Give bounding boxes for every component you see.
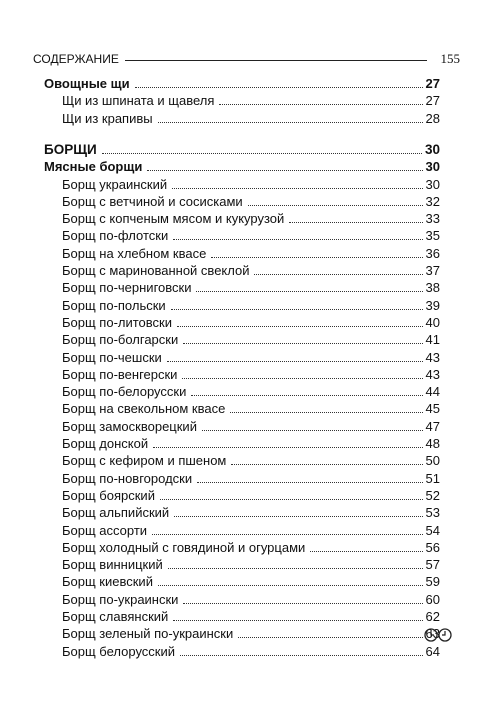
toc-entry: [62, 92, 440, 109]
dot-leader: [180, 646, 423, 656]
toc-entry-label: Борщ по-чешски: [62, 349, 162, 365]
toc-entry: [62, 470, 440, 487]
toc-entry-label: Мясные борщи: [44, 159, 143, 175]
toc-entry-page: 35: [425, 228, 440, 244]
toc-entry: [62, 608, 440, 625]
toc-heading: [44, 158, 440, 175]
toc-entry-label: Борщ винницкий: [62, 557, 163, 573]
toc-entry: [62, 227, 440, 244]
toc-entry-label: Борщ холодный с говядиной и огурцами: [62, 539, 306, 555]
toc-entry-label: Борщ по-украински: [62, 591, 179, 607]
toc-entry-page: 37: [425, 263, 440, 278]
dot-leader: [177, 317, 423, 327]
toc-entry: [62, 435, 440, 452]
toc-entry-page: 54: [425, 522, 440, 538]
toc-entry-page: 33: [425, 211, 440, 227]
toc-entry-page: 43: [425, 349, 440, 365]
dot-leader: [202, 421, 423, 431]
toc-heading: [44, 141, 440, 158]
toc-entry-page: 27: [425, 76, 440, 91]
toc-entry: [62, 452, 440, 469]
toc-entry-page: 64: [425, 643, 440, 659]
toc-entry-label: Борщ по-польски: [62, 297, 166, 313]
double-clock-ornament-icon: [424, 627, 452, 643]
toc-entry-page: 30: [425, 176, 440, 192]
toc-entry: [62, 625, 440, 642]
toc-entry-page: 30: [424, 141, 440, 157]
toc-entry-page: 59: [425, 574, 440, 590]
toc-entry: [62, 297, 440, 314]
toc-entry-label: Борщ по-черниговски: [62, 280, 192, 296]
toc-entry: [62, 314, 440, 331]
toc-entry-label: Борщ по-венгерски: [62, 366, 178, 382]
dot-leader: [171, 300, 423, 310]
toc-entry-page: 30: [425, 159, 440, 175]
dot-leader: [147, 161, 422, 171]
toc-entry-label: Борщ с кефиром и пшеном: [62, 453, 227, 469]
toc-entry-page: 38: [425, 280, 440, 296]
toc-entry-page: 36: [425, 245, 440, 261]
toc-entry-page: 51: [425, 470, 440, 486]
toc-entry: [62, 487, 440, 504]
toc-entry: [62, 556, 440, 573]
toc-entry: [62, 176, 440, 193]
dot-leader: [172, 179, 422, 189]
toc-entry-label: Борщ по-новгородски: [62, 470, 193, 486]
toc-entry: [62, 279, 440, 296]
toc-entry-label: Борщ боярский: [62, 487, 155, 503]
toc-entry-label: Борщ киевский: [62, 574, 153, 590]
toc-entry-label: Борщ зеленый по-украински: [62, 626, 234, 642]
toc-entry: [62, 262, 440, 279]
toc-entry-label: Борщ белорусский: [62, 643, 176, 659]
toc-entry: [62, 331, 440, 348]
toc-entry-label: Борщ замоскворецкий: [62, 418, 197, 434]
toc-entry: [62, 539, 440, 556]
toc-entry-page: 47: [425, 418, 440, 434]
dot-leader: [211, 248, 422, 258]
dot-leader: [254, 265, 422, 275]
dot-leader: [197, 473, 422, 483]
toc-entry-page: 52: [425, 487, 440, 503]
toc-entry-label: Щи из шпината и щавеля: [62, 93, 215, 109]
toc-entry-page: 56: [425, 539, 440, 555]
dot-leader: [310, 542, 422, 552]
page-number: 155: [440, 51, 460, 66]
toc-entry-label: Борщ по-литовски: [62, 314, 172, 330]
toc-entry-page: 41: [425, 332, 440, 348]
toc-entry-label: Борщ по-белорусски: [62, 384, 187, 400]
dot-leader: [183, 334, 422, 344]
toc-entry-page: 39: [425, 297, 440, 313]
dot-leader: [135, 78, 423, 88]
toc-entry-page: 43: [425, 366, 440, 382]
toc-entry-label: Щи из крапивы: [62, 110, 153, 126]
toc-entry-label: Борщ славянский: [62, 609, 169, 624]
dot-leader: [174, 507, 422, 517]
dot-leader: [248, 196, 423, 206]
toc-entry: [62, 643, 440, 660]
toc-entry-page: 28: [425, 110, 440, 126]
dot-leader: [238, 628, 422, 638]
toc-entry-page: 62: [425, 609, 440, 624]
dot-leader: [191, 386, 422, 396]
toc-entry-page: 63: [425, 626, 440, 642]
toc-entry-page: 50: [425, 453, 440, 469]
toc-entry: [62, 245, 440, 262]
toc-entry: [62, 573, 440, 590]
toc-entry-page: 57: [425, 557, 440, 573]
dot-leader: [152, 525, 422, 535]
dot-leader: [168, 559, 423, 569]
toc-entry: [62, 110, 440, 127]
toc-entry-label: Борщ по-болгарски: [62, 332, 179, 348]
toc-entry-label: Борщ с копченым мясом и кукурузой: [62, 211, 285, 227]
toc-entry-page: 44: [425, 384, 440, 400]
dot-leader: [231, 455, 422, 465]
toc-entry: [62, 400, 440, 417]
toc-entry-page: 32: [425, 193, 440, 209]
toc-entry-label: Борщ ассорти: [62, 522, 148, 538]
toc-entry: [62, 193, 440, 210]
toc-entry-label: Борщ на хлебном квасе: [62, 245, 207, 261]
toc-entry: [62, 366, 440, 383]
toc-entry: [62, 522, 440, 539]
toc-entry-page: 48: [425, 436, 440, 451]
toc-entry: [62, 591, 440, 608]
toc-entry: [62, 504, 440, 521]
dot-leader: [102, 144, 422, 154]
toc-entry: [62, 349, 440, 366]
dot-leader: [173, 230, 422, 240]
dot-leader: [289, 213, 422, 223]
running-head: [33, 52, 460, 66]
toc-entry-label: БОРЩИ: [44, 141, 97, 157]
running-head-title: СОДЕРЖАНИЕ: [33, 52, 119, 66]
toc-entry-page: 53: [425, 505, 440, 521]
dot-leader: [182, 369, 422, 379]
toc-entry-page: 40: [425, 314, 440, 330]
toc-entry-page: 27: [425, 93, 440, 109]
dot-leader: [158, 113, 423, 123]
dot-leader: [160, 490, 423, 500]
toc-entry-label: Борщ на свекольном квасе: [62, 401, 226, 417]
dot-leader: [219, 95, 422, 105]
toc-entry-label: Борщ с маринованной свеклой: [62, 263, 250, 278]
toc-heading: [44, 75, 440, 92]
dot-leader: [158, 576, 423, 586]
toc-entry: [62, 383, 440, 400]
toc-entry: [62, 418, 440, 435]
toc-entry-label: Борщ по-флотски: [62, 228, 169, 244]
dot-leader: [153, 438, 422, 448]
toc-entry: [62, 210, 440, 227]
dot-leader: [196, 282, 422, 292]
dot-leader: [167, 352, 423, 362]
toc-entry-label: Борщ с ветчиной и сосисками: [62, 193, 243, 209]
running-head-rule: [125, 60, 427, 61]
dot-leader: [230, 403, 422, 413]
toc-entry-page: 60: [425, 591, 440, 607]
toc-entry-label: Овощные щи: [44, 76, 130, 91]
toc-entry-label: Борщ донской: [62, 436, 149, 451]
dot-leader: [173, 611, 422, 621]
dot-leader: [183, 594, 422, 604]
toc-entry-label: Борщ украинский: [62, 176, 168, 192]
toc-entry-page: 45: [425, 401, 440, 417]
toc-entry-label: Борщ альпийский: [62, 505, 170, 521]
